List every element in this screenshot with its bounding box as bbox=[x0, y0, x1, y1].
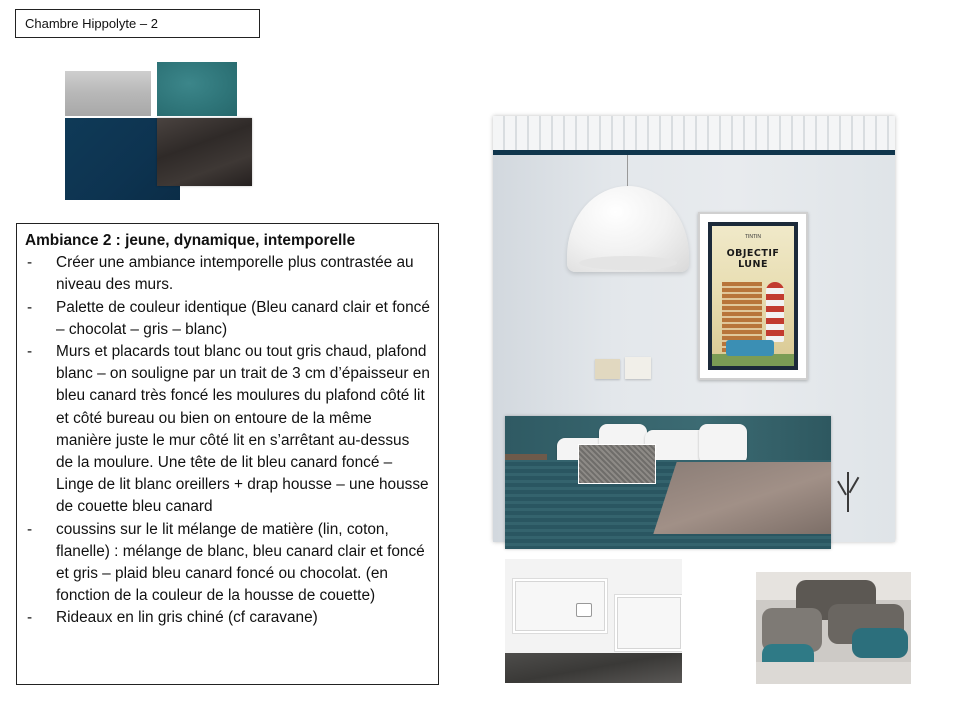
list-item-text: Murs et placards tout blanc ou tout gris chaud, plafond blanc – on souligne par un trait de 3 cm d’épaisseur en bleu canard très foncé les moulures du plafond côté lit et côté bureau ou bien on entoure de la même manière juste le mur côté lit en s’arrêtant au-dessus de la moulure. Une tête de lit bleu canard foncé – Linge de lit blanc oreillers + drap housse – une housse de couette bleu canard bbox=[56, 343, 430, 516]
bullet-dash: - bbox=[27, 254, 33, 272]
ambiance-description bbox=[16, 223, 439, 685]
list-item bbox=[25, 341, 430, 519]
lamp-opening bbox=[579, 256, 677, 270]
navy-molding-line bbox=[493, 150, 895, 155]
cushions-photo bbox=[756, 572, 911, 684]
power-outlet bbox=[576, 603, 592, 617]
wall-tile bbox=[595, 359, 620, 379]
teal-cushion bbox=[852, 628, 908, 658]
slide-title: Chambre Hippolyte – 2 bbox=[15, 9, 260, 38]
swatch-bleu-canard-clair bbox=[157, 62, 237, 116]
ceiling-molding bbox=[493, 116, 895, 152]
list-item bbox=[25, 252, 430, 296]
swatch-chocolat bbox=[157, 118, 252, 186]
wainscoting-photo bbox=[505, 559, 682, 683]
list-item-text: Rideaux en lin gris chiné (cf caravane) bbox=[56, 609, 318, 627]
pillow bbox=[699, 424, 747, 464]
wall-panel bbox=[615, 595, 682, 651]
dark-floor bbox=[505, 653, 682, 683]
tintin-poster bbox=[708, 222, 798, 370]
swatch-gris bbox=[65, 71, 151, 116]
list-item-text: coussins sur le lit mélange de matière (lin, coton, flanelle) : mélange de blanc, bleu canard clair et foncé et gris – plaid bleu canard foncé ou chocolat. (en fonction de la couleur de la housse de couette) bbox=[56, 520, 425, 605]
bed-photo bbox=[505, 416, 831, 549]
poster-subtitle: TINTIN bbox=[744, 234, 762, 240]
list-item bbox=[25, 519, 430, 608]
ambiance-heading: Ambiance 2 : jeune, dynamique, intemporelle bbox=[25, 232, 356, 249]
bullet-dash: - bbox=[27, 609, 33, 627]
fabric-sample bbox=[578, 444, 656, 484]
wall-panel bbox=[513, 579, 607, 633]
plaid-throw bbox=[653, 462, 831, 534]
list-item-text: Créer une ambiance intemporelle plus contrastée au niveau des murs. bbox=[56, 254, 414, 294]
bullet-dash: - bbox=[27, 298, 33, 316]
list-item-text: Palette de couleur identique (Bleu canard clair et foncé – chocolat – gris – blanc) bbox=[56, 298, 430, 338]
poster-rocket bbox=[766, 282, 784, 342]
list-item bbox=[25, 607, 430, 629]
poster-frame bbox=[698, 212, 808, 380]
ambiance-list bbox=[25, 252, 430, 629]
wall-tile bbox=[625, 357, 651, 379]
poster-title: OBJECTIF LUNE bbox=[726, 248, 780, 270]
poster-truck bbox=[726, 340, 774, 356]
bullet-dash: - bbox=[27, 520, 33, 538]
bullet-dash: - bbox=[27, 343, 33, 361]
list-item bbox=[25, 297, 430, 341]
coral-decor bbox=[833, 466, 863, 516]
